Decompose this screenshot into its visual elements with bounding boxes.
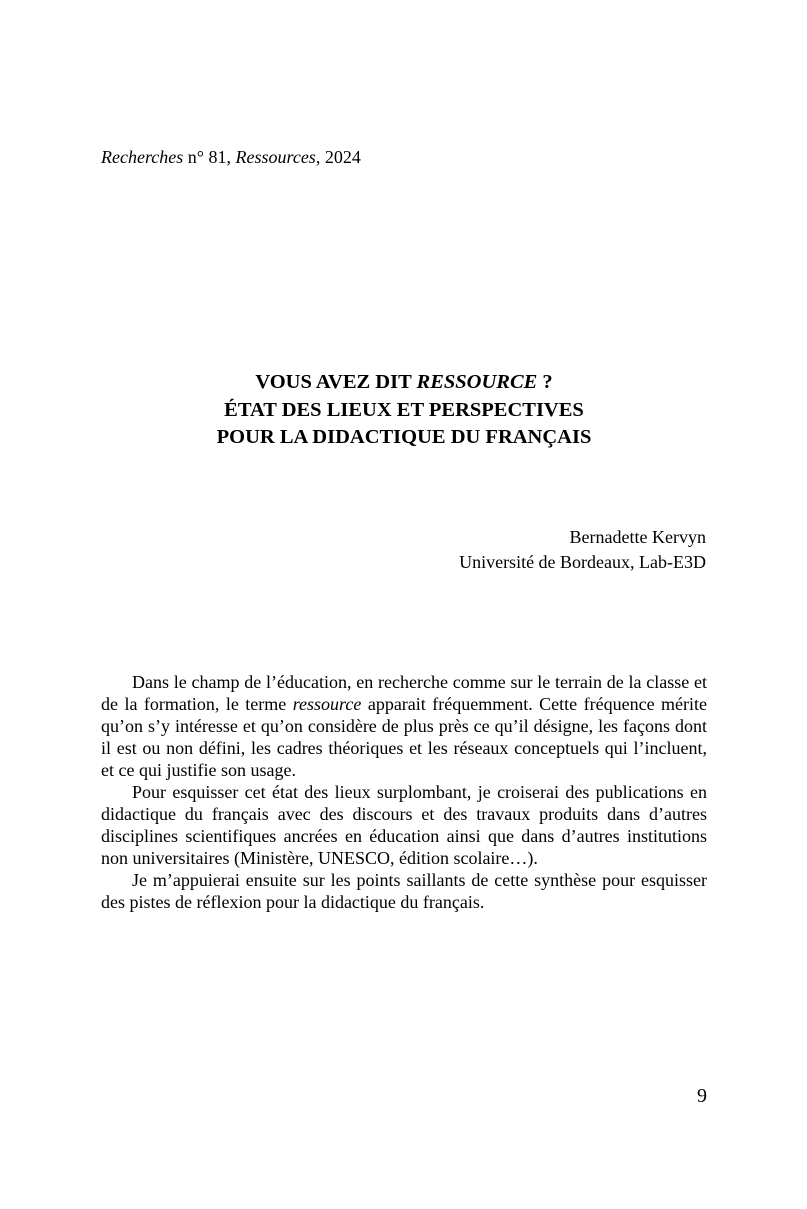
paragraph-2: Pour esquisser cet état des lieux surplombant, je croiserai des publications en didactique du français avec des discours et des travaux produits dans d’autres disciplines scientifiques ancrées en éducation ainsi que dans d’autres institutions non universitaires (Ministère, UNESCO, édition scolaire…). [101, 782, 707, 868]
paragraph-1-term: ressource [292, 694, 362, 714]
running-head [101, 145, 361, 169]
issue-number: n° 81, [183, 147, 236, 167]
page-number: 9 [697, 1085, 707, 1107]
journal-name: Recherches [101, 147, 184, 167]
paragraph-1-start: Dans le champ de l’éducation, en recherche comme sur le terrain de la classe et de la formation, le terme [101, 672, 707, 714]
author-name: Bernadette Kervyn [569, 527, 706, 547]
title-line-1 [101, 369, 707, 397]
title-line-1-suffix: ? [537, 371, 553, 393]
author-affiliation: Université de Bordeaux, Lab-E3D [459, 552, 706, 572]
article-title [101, 369, 707, 452]
issue-theme: Ressources [235, 147, 316, 167]
title-line-1-prefix: VOUS AVEZ DIT [255, 371, 417, 393]
issue-year: , 2024 [315, 147, 361, 167]
title-line-2: ÉTAT DES LIEUX ET PERSPECTIVES [224, 398, 584, 421]
paragraph-1-end: apparait fréquemment. Cette fréquence mérite qu’on s’y intéresse et qu’on considère de plus près ce qu’il désigne, les façons dont il est ou non défini, les cadres théoriques et les réseaux conceptuels qui l’incluent, et ce qui justifie son usage. [101, 694, 707, 780]
article-body [101, 671, 707, 913]
paragraph-3: Je m’appuierai ensuite sur les points saillants de cette synthèse pour esquisser des pistes de réflexion pour la didactique du français. [101, 870, 707, 912]
author-block [300, 525, 706, 575]
title-line-1-italic: RESSOURCE [416, 371, 538, 393]
title-line-3: POUR LA DIDACTIQUE DU FRANÇAIS [216, 426, 592, 448]
paragraph-1 [101, 671, 707, 781]
